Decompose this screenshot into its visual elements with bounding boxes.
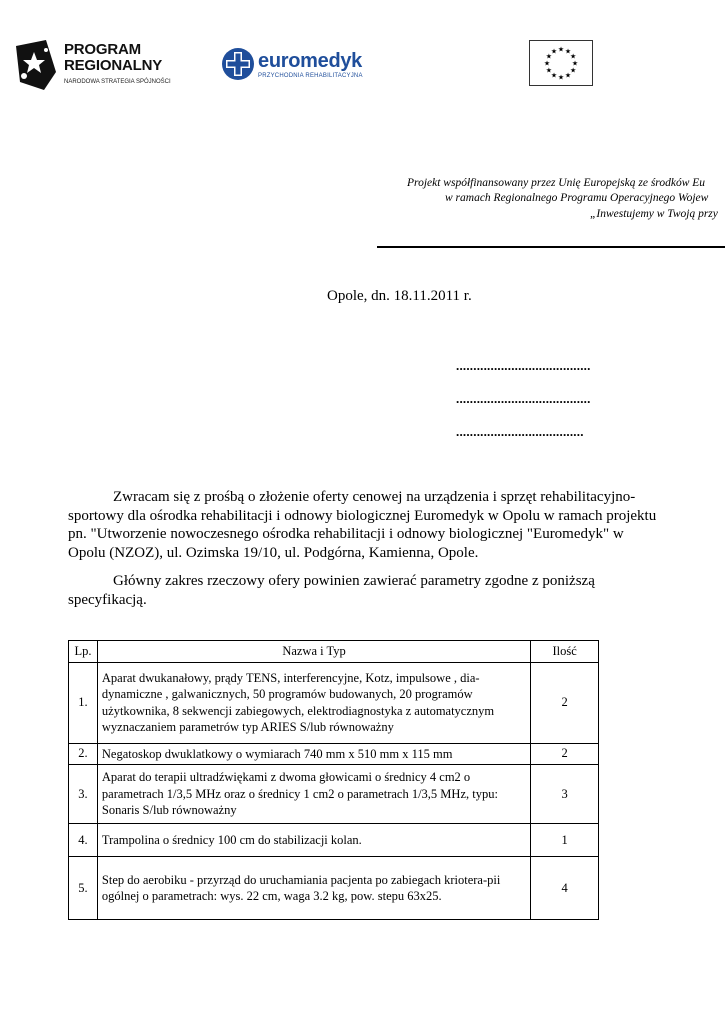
row-lp: 3. xyxy=(69,765,98,824)
program-logo-line1: PROGRAM xyxy=(64,41,141,58)
row-qty: 3 xyxy=(531,765,599,824)
eu-star-icon: ★ xyxy=(545,66,553,75)
euromedyk-logo xyxy=(220,44,370,84)
row-name: Negatoskop dwuklatkowy o wymiarach 740 mm x 510 mm x 115 mm xyxy=(97,743,530,765)
eu-star-icon: ★ xyxy=(564,71,572,80)
row-qty: 1 xyxy=(531,824,599,857)
eu-star-icon: ★ xyxy=(571,59,579,68)
eu-star-icon: ★ xyxy=(564,47,572,56)
eu-star-icon: ★ xyxy=(569,66,577,75)
eu-star-icon: ★ xyxy=(557,45,565,54)
row-name: Aparat do terapii ultradźwiękami z dwoma głowicami o średnicy 4 cm2 o parametrach 1/3,5 MHz oraz o średnicy 1 cm2 o parametrach 1/3,5 MHz, typu: Sonaris S/lub równoważny xyxy=(97,765,530,824)
header-divider xyxy=(377,246,725,248)
header-note-line1: Projekt współfinansowany przez Unię Europejską ze środków Eu xyxy=(407,177,706,189)
eu-flag xyxy=(529,40,593,86)
row-lp: 5. xyxy=(69,857,98,920)
header-name: Nazwa i Typ xyxy=(97,641,530,663)
row-lp: 1. xyxy=(69,662,98,743)
row-qty: 4 xyxy=(531,857,599,920)
addressee-line-1: ....................................... xyxy=(456,358,591,373)
euromedyk-subtitle: PRZYCHODNIA REHABILITACYJNA xyxy=(258,73,363,79)
table-row xyxy=(69,765,599,824)
row-name: Aparat dwukanałowy, prądy TENS, interferencyjne, Kotz, impulsowe , dia-dynamiczne , galwanicznych, 50 programów budowanych, 20 programów użytkownika, 8 sekwencji zabiegowych, elektrodiagnostyka z automatycznym wyznaczaniem parametrów typ ARIES S/lub równoważny xyxy=(97,662,530,743)
header-note-line2: w ramach Regionalnego Programu Operacyjnego Wojew xyxy=(445,192,709,204)
eu-star-icon: ★ xyxy=(543,59,551,68)
row-qty: 2 xyxy=(531,743,599,765)
table-row xyxy=(69,857,599,920)
eu-star-icon: ★ xyxy=(550,47,558,56)
row-lp: 2. xyxy=(69,743,98,765)
table-header-row xyxy=(69,641,599,663)
program-logo-line2: REGIONALNY xyxy=(64,57,163,74)
medical-cross-icon xyxy=(220,46,256,82)
program-logo-line3: NARODOWA STRATEGIA SPÓJNOŚCI xyxy=(64,79,171,85)
eu-star-icon: ★ xyxy=(569,52,577,61)
euromedyk-wordmark: euromedyk xyxy=(258,50,363,72)
eu-star-icon: ★ xyxy=(545,52,553,61)
scope-paragraph: Główny zakres rzeczowy ofery powinien zawierać parametry zgodne z poniższą specyfikacją. xyxy=(68,573,595,608)
addressee-line-2: ....................................... xyxy=(456,391,591,406)
header-note-line3: „Inwestujemy w Twoją przy xyxy=(590,208,718,220)
document-date: Opole, dn. 18.11.2011 r. xyxy=(327,288,472,304)
eu-star-icon: ★ xyxy=(550,71,558,80)
table-row xyxy=(69,743,599,765)
specification-table xyxy=(68,640,599,920)
eu-stars-icon xyxy=(530,41,592,85)
request-paragraph: Zwracam się z prośbą o złożenie oferty cenowej na urządzenia i sprzęt rehabilitacyjno-sportowy dla ośrodka rehabilitacji i odnowy biologicznej Euromedyk w Opolu w ramach projektu pn. "Utworzenie nowoczesnego ośrodka rehabilitacji i odnowy biologicznej "Euromedyk" w Opolu (NZOZ), ul. Ozimska 19/10, ul. Podgórna, Kamienna, Opole. xyxy=(68,489,657,561)
table-row xyxy=(69,662,599,743)
header-lp: Lp. xyxy=(69,641,98,663)
row-qty: 2 xyxy=(531,662,599,743)
row-name: Step do aerobiku - przyrząd do uruchamiania pacjenta po zabiegach kriotera-pii ogólnej o parametrach: wys. 22 cm, waga 3.2 kg, pow. stepu 63x25. xyxy=(97,857,530,920)
addressee-line-3: ..................................... xyxy=(456,424,584,439)
program-regionalny-logo xyxy=(14,38,194,94)
row-lp: 4. xyxy=(69,824,98,857)
table-row xyxy=(69,824,599,857)
eu-star-icon: ★ xyxy=(557,73,565,82)
star-logo-icon xyxy=(14,38,58,92)
row-name: Trampolina o średnicy 100 cm do stabilizacji kolan. xyxy=(97,824,530,857)
header-qty: Ilość xyxy=(531,641,599,663)
